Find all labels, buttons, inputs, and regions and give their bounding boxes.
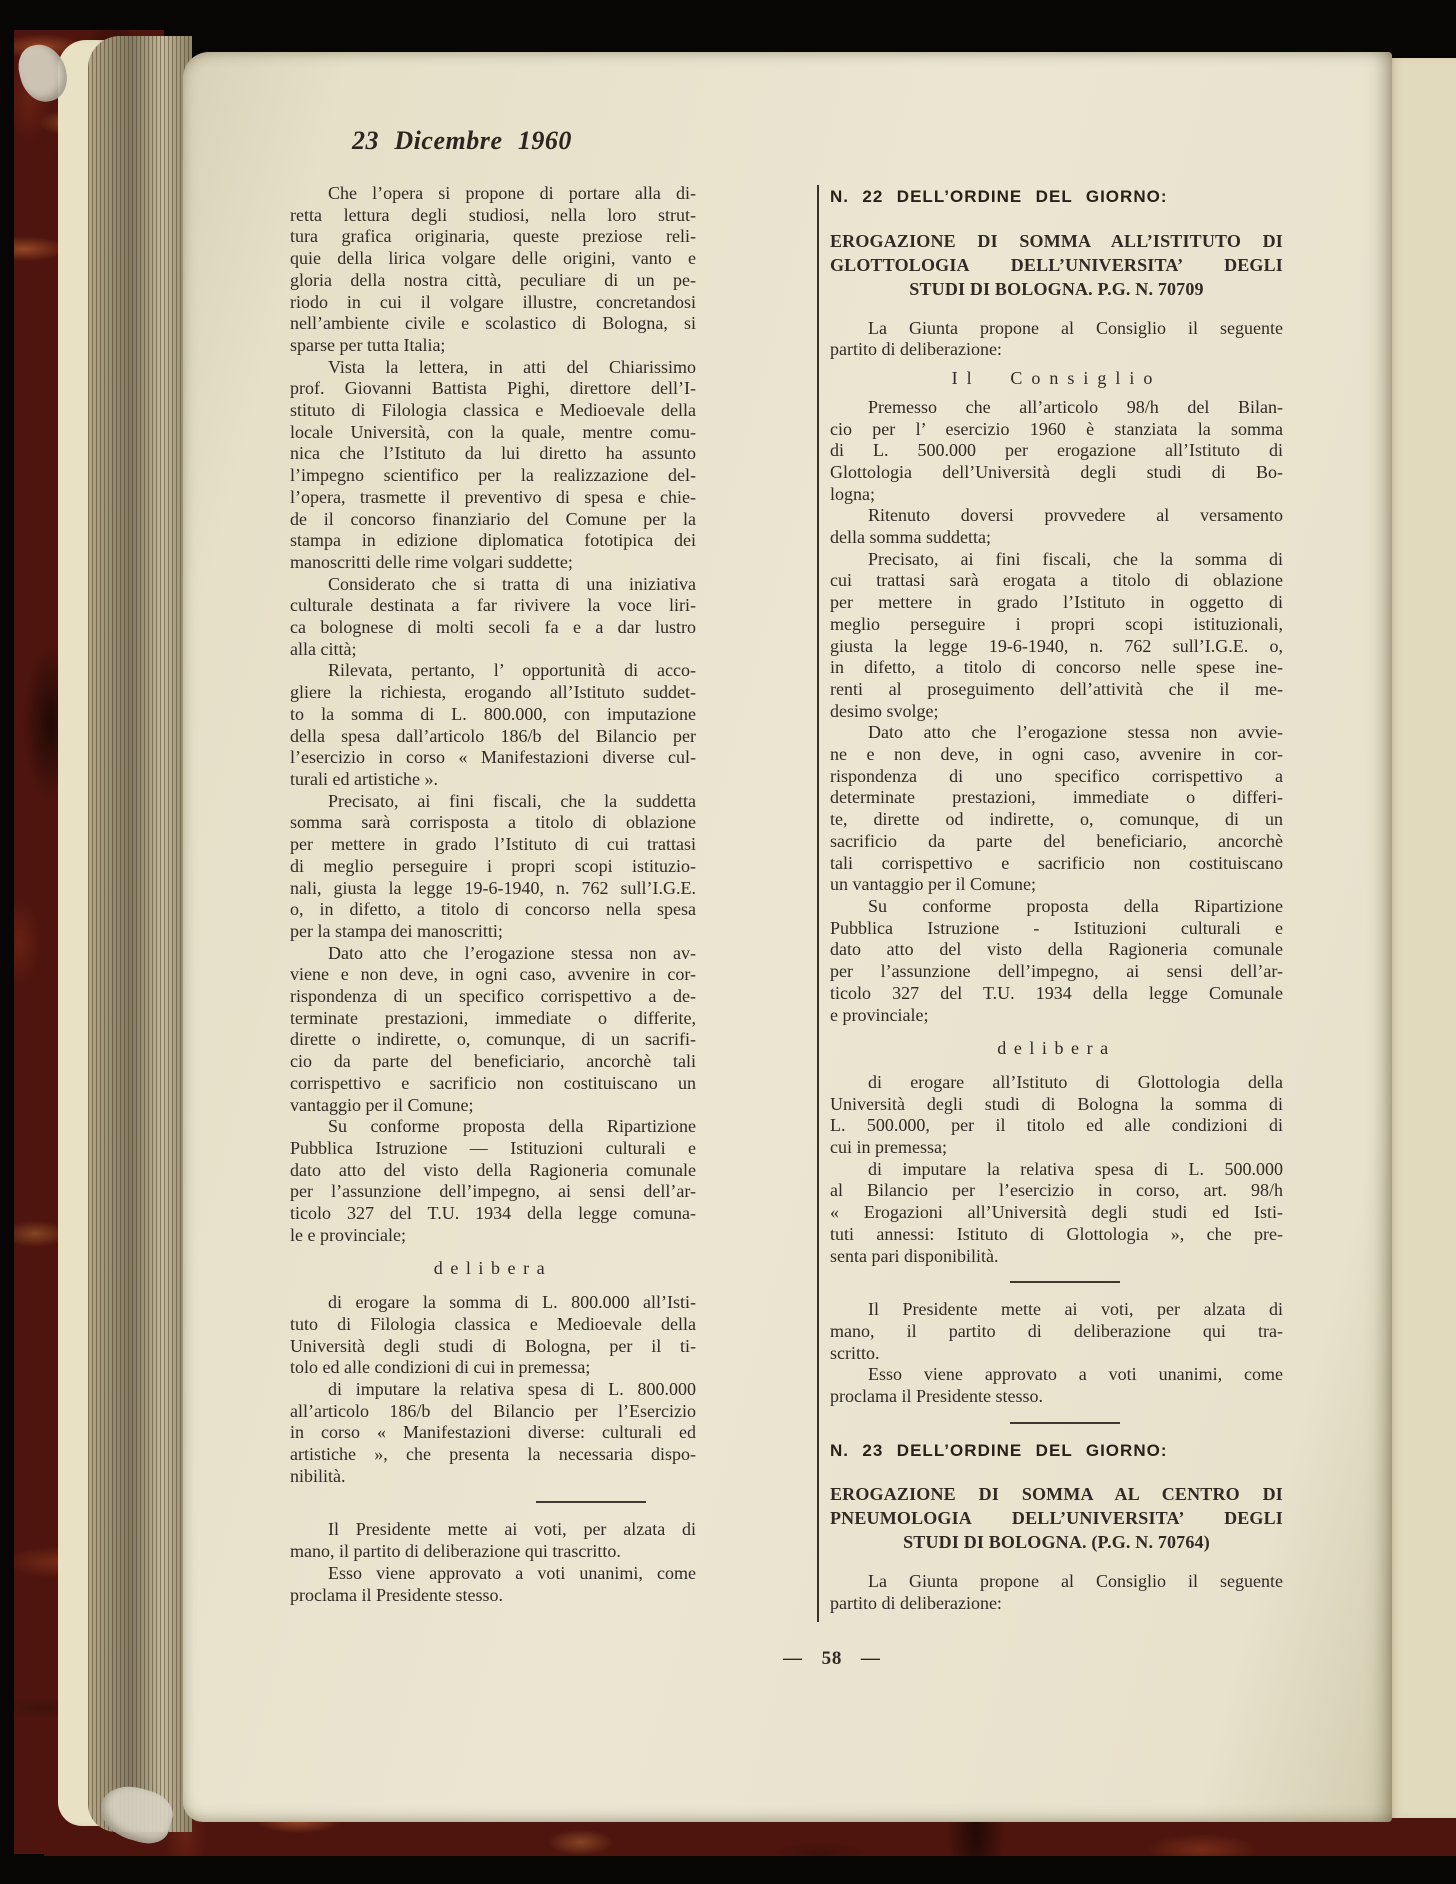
text-line: Università degli studi di Bologna la somma di [830,1093,1283,1114]
text-line: proclama il Presidente stesso. [830,1386,1043,1407]
left-column [290,183,696,1606]
text-line: rispondenza di uno specifico corrispettivo a [830,765,1283,786]
date-header: 23 Dicembre 1960 [352,126,572,155]
text-line: tuti annessi: Istituto di Glottologia », che pre- [830,1223,1283,1244]
text-line: quie della lirica volgare delle origini, vanto e [290,248,696,269]
separator-rule [1010,1281,1120,1283]
paragraph [290,1292,696,1379]
text-line: meglio perseguire i propri scopi istituzionali, [830,613,1283,634]
text-line: le e provinciale; [290,1224,406,1245]
text-line: « Erogazioni all’Università degli studi ed Isti- [830,1202,1283,1223]
text-line: in difetto, a titolo di concorso nelle spese ine- [830,657,1283,678]
text-line: determinate prestazioni, immediate o differi- [830,787,1283,808]
title-line: EROGAZIONE DI SOMMA ALL’ISTITUTO DI [830,230,1283,251]
text-line: partito di deliberazione: [830,1593,1002,1614]
text-line: per l’assunzione dell’impegno, ai sensi dell’ar- [830,961,1283,982]
right-column [830,186,1283,1615]
title-line: STUDI DI BOLOGNA. P.G. N. 70709 [909,278,1204,299]
text-line: Esso viene approvato a voti unanimi, come [328,1562,696,1583]
text-line: Vista la lettera, in atti del Chiarissimo [328,356,696,377]
text-line: Ritenuto doversi provvedere al versamento [868,505,1283,526]
text-line: gloria della nostra città, peculiare di un pe- [290,269,696,290]
text-line: ticolo 327 del T.U. 1934 della legge Comunale [830,982,1283,1003]
text-line: Pubblica Istruzione - Istituzioni culturali e [830,917,1283,938]
text-line: Glottologia dell’Università degli studi di Bo- [830,461,1283,482]
stacked-page-edges [88,36,192,1832]
text-line: per l’assunzione dell’impegno, ai sensi dell’ar- [290,1181,696,1202]
text-line: Università degli studi di Bologna, per il ti- [290,1335,696,1356]
text-line: un vantaggio per il Comune; [830,874,1036,895]
text-line: Pubblica Istruzione — Istituzioni culturali e [290,1137,696,1158]
text-line: locale Università, con la quale, mentre comu- [290,421,696,442]
text-line: per mettere in grado l’Istituto in oggetto di [830,592,1283,613]
text-line: partito di deliberazione: [830,339,1002,360]
marbled-cover-bottom-edge [44,1816,1456,1856]
article-title [830,1482,1283,1554]
book-page [183,52,1392,1822]
text-line: e provinciale; [830,1004,929,1025]
text-line: tuto di Filologia classica e Medioevale della [290,1313,696,1334]
text-line: senta pari disponibilità. [830,1245,999,1266]
text-line: scritto. [830,1342,880,1363]
text-line: ne e non deve, in ogni caso, avvenire in cor- [830,744,1283,765]
text-line: stampa in edizione diplomatica fototipica dei [290,530,696,551]
text-line: de il concorso finanziario del Comune per la [290,508,696,529]
text-line: di imputare la relativa spesa di L. 800.000 [328,1378,696,1399]
text-line: tolo ed alle condizioni di cui in premessa; [290,1357,591,1378]
text-line: per la stampa dei manoscritti; [290,920,503,941]
text-line: di L. 500.000 per erogazione all’Istituto di [830,440,1283,461]
text-line: sparse per tutta Italia; [290,334,446,355]
text-line: ca bolognese di molti secoli fa e a dar lustro [290,617,696,638]
text-line: logna; [830,483,875,504]
text-line: alla città; [290,638,357,659]
text-line: Su conforme proposta della Ripartizione [328,1116,696,1137]
paragraph [290,1519,696,1562]
paragraph [830,1159,1283,1268]
title-line: EROGAZIONE DI SOMMA AL CENTRO DI [830,1484,1283,1505]
text-line: turali ed artistiche ». [290,768,438,789]
paragraph [290,183,696,357]
text-line: cui in premessa; [830,1137,947,1158]
paragraph [830,549,1283,723]
paragraph [290,1563,696,1606]
text-line: sacrificio da parte del beneficiario, ancorchè [830,830,1283,851]
separator-rule [536,1501,646,1503]
paragraph [290,1116,696,1246]
paragraph [290,1379,696,1488]
text-line: dato atto del visto della Ragioneria comunale [830,939,1283,960]
text-line: Considerato che si tratta di una iniziativa [328,573,696,594]
text-line: l’opera, trasmette il preventivo di spesa e chie- [290,486,696,507]
separator-rule [1010,1422,1120,1424]
text-line: terminate prestazioni, immediate o differite, [290,1007,696,1028]
text-line: di erogare all’Istituto di Glottologia della [868,1071,1283,1092]
text-line: desimo svolge; [830,700,939,721]
text-line: L. 500.000, per il titolo ed alle condizioni di [830,1115,1283,1136]
paragraph [830,1299,1283,1364]
text-line: cio da parte del beneficiario, ancorchè tali [290,1051,696,1072]
text-line: gliere la richiesta, erogando all’Istituto suddet- [290,682,696,703]
delibera-heading: delibera [433,1258,553,1279]
text-line: Esso viene approvato a voti unanimi, come [868,1364,1283,1385]
text-line: artistiche », che presenta la necessaria dispo- [290,1444,696,1465]
text-line: stituto di Filologia classica e Medioevale della [290,400,696,421]
text-line: proclama il Presidente stesso. [290,1584,503,1605]
text-line: l’esercizio in corso « Manifestazioni diverse cul- [290,747,696,768]
text-line: Dato atto che l’erogazione stessa non avvie- [868,722,1283,743]
text-line: Precisato, ai fini fiscali, che la suddetta [328,790,696,811]
text-line: cio per l’ esercizio 1960 è stanziata la somma [830,418,1283,439]
text-line: Rilevata, pertanto, l’ opportunità di acco- [328,660,696,681]
text-line: dato atto del visto della Ragioneria comunale [290,1159,696,1180]
title-line: GLOTTOLOGIA DELL’UNIVERSITA’ DEGLI [830,254,1283,275]
agenda-item-label: N. 23 DELL’ORDINE DEL GIORNO: [830,1440,1168,1460]
text-line: Che l’opera si propone di portare alla di- [328,183,696,203]
text-line: di imputare la relativa spesa di L. 500.000 [868,1158,1283,1179]
text-line: tali corrispettivo e sacrificio non costituiscano [830,852,1283,873]
paragraph [830,1072,1283,1159]
paragraph [290,357,696,574]
text-line: l’impegno scientifico per la realizzazione del- [290,465,696,486]
title-line: STUDI DI BOLOGNA. (P.G. N. 70764) [903,1532,1210,1553]
text-line: nali, giusta la legge 19-6-1940, n. 762 sull’I.G.E. [290,877,696,898]
paragraph [830,1364,1283,1407]
paragraph [830,1571,1283,1614]
text-line: te, dirette od indirette, o, comunque, di un [830,809,1283,830]
text-line: giusta la legge 19-6-1940, n. 762 sull’I.G.E. o, [830,635,1283,656]
delibera-heading: delibera [997,1038,1116,1059]
text-line: prof. Giovanni Battista Pighi, direttore dell’I- [290,378,696,399]
text-line: culturale destinata a far rivivere la voce liri- [290,595,696,616]
text-line: somma sarà corrisposta a titolo di oblazione [290,812,696,833]
text-line: retta lettura degli studiosi, nella loro strut- [290,204,696,225]
text-line: renti al proseguimento dell’attività che il me- [830,678,1283,699]
agenda-item-label: N. 22 DELL’ORDINE DEL GIORNO: [830,187,1168,206]
text-line: viene e non deve, in ogni caso, avvenire in cor- [290,964,696,985]
text-line: Il Presidente mette ai voti, per alzata di [328,1519,696,1540]
text-line: cui trattasi sarà erogata a titolo di oblazione [830,570,1283,591]
paragraph [290,791,696,943]
page-number: — 58 — [783,1648,881,1669]
text-line: Premesso che all’articolo 98/h del Bilan- [868,396,1283,417]
text-line: to la somma di L. 800.000, con imputazione [290,703,696,724]
text-line: nell’ambiente civile e scolastico di Bologna, si [290,313,696,334]
paragraph [290,660,696,790]
paragraph [830,896,1283,1026]
paragraph [290,574,696,661]
paragraph [830,505,1283,548]
paragraph [290,943,696,1117]
text-line: di erogare la somma di L. 800.000 all’Isti- [328,1292,696,1313]
paragraph [830,318,1283,361]
text-line: tura grafica originaria, queste preziose reli- [290,226,696,247]
text-line: Su conforme proposta della Ripartizione [868,895,1283,916]
title-line: PNEUMOLOGIA DELL’UNIVERSITA’ DEGLI [830,1508,1283,1529]
text-line: vantaggio per il Comune; [290,1094,474,1115]
text-line: all’articolo 186/b del Bilancio per l’Esercizio [290,1400,696,1421]
text-line: mano, il partito di deliberazione qui trascritto. [290,1541,621,1562]
text-line: Dato atto che l’erogazione stessa non av- [328,942,696,963]
text-line: Precisato, ai fini fiscali, che la somma di [868,548,1283,569]
text-line: La Giunta propone al Consiglio il seguente [868,317,1283,338]
consiglio-heading: Il Consiglio [951,368,1162,389]
text-line: manoscritti delle rime volgari suddette; [290,551,573,572]
text-line: riodo in cui il volgare illustre, concretandosi [290,291,696,312]
text-line: nica che l’Istituto da lui diretto ha assunto [290,443,696,464]
text-line: La Giunta propone al Consiglio il seguente [868,1571,1283,1592]
text-line: mano, il partito di deliberazione qui tra- [830,1320,1283,1341]
text-line: di meglio perseguire i propri scopi istituzio- [290,855,696,876]
text-line: o, in difetto, a titolo di concorso nella spesa [290,899,696,920]
underlying-page-edge [1386,58,1456,1818]
text-line: dirette o indirette, o, comunque, di un sacrifi- [290,1029,696,1050]
article-title [830,229,1283,301]
text-line: per mettere in grado l’Istituto di cui trattasi [290,834,696,855]
paragraph [830,722,1283,896]
text-line: corrispettivo e sacrificio non costituiscano un [290,1072,696,1093]
text-line: ticolo 327 del T.U. 1934 della legge comuna- [290,1203,696,1224]
text-line: della spesa dall’articolo 186/b del Bilancio per [290,725,696,746]
text-line: al Bilancio per l’esercizio in corso, art. 98/h [830,1180,1283,1201]
text-line: nibilità. [290,1465,346,1486]
text-line: in corso « Manifestazioni diverse: culturali ed [290,1422,696,1443]
text-line: rispondenza di un specifico corrispettivo a de- [290,986,696,1007]
column-divider [817,185,819,1622]
paragraph [830,397,1283,506]
text-line: della somma suddetta; [830,527,991,548]
text-line: Il Presidente mette ai voti, per alzata di [868,1299,1283,1320]
